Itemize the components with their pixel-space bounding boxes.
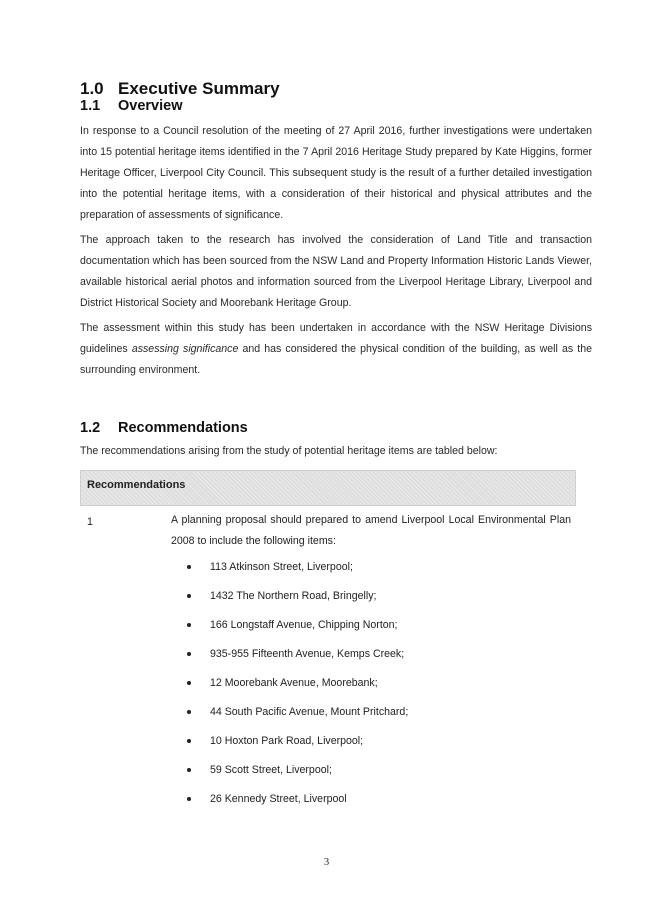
heading-text: Executive Summary [118, 79, 280, 98]
list-item-text: 113 Atkinson Street, Liverpool; [210, 561, 353, 573]
bullet-icon [187, 652, 191, 656]
list-item [185, 760, 408, 789]
bullet-icon [187, 594, 191, 598]
overview-paragraph-1: In response to a Council resolution of the meeting of 27 April 2016, further investigations were undertaken into 15 potential heritage items identified in the 7 April 2016 Heritage Study prepared by Kate Higgins, former Heritage Officer, Liverpool City Council. This subsequent study is the result of a further detailed investigation into the potential heritage items, with a consideration of their historical and physical attributes and the preparation of assessments of significance. [80, 125, 592, 221]
overview-heading [80, 98, 183, 114]
heading-number: 1.2 [80, 420, 101, 436]
page-number: 3 [323, 856, 330, 868]
bullet-icon [187, 681, 191, 685]
table-header-label: Recommendations [87, 479, 186, 491]
heading-number: 1.0 [80, 79, 104, 98]
list-item-text: 935-955 Fifteenth Avenue, Kemps Creek; [210, 648, 405, 660]
list-item-text: 1432 The Northern Road, Bringelly; [210, 590, 377, 602]
bullet-icon [187, 710, 191, 714]
recommendations-table-header [80, 470, 576, 506]
list-item [185, 586, 408, 615]
list-item-text: 26 Kennedy Street, Liverpool [210, 793, 347, 805]
list-item-text: 59 Scott Street, Liverpool; [210, 764, 332, 776]
recommendation-number: 1 [87, 516, 93, 528]
paragraph-text: The assessment within this study has been undertaken in accordance with the NSW Heritage Divisions guidelines [80, 322, 592, 355]
heading-number: 1.1 [80, 98, 101, 114]
heritage-items-list [185, 557, 408, 818]
heading-text: Overview [118, 98, 183, 114]
list-item-text: 166 Longstaff Avenue, Chipping Norton; [210, 619, 398, 631]
bullet-icon [187, 768, 191, 772]
bullet-icon [187, 623, 191, 627]
heading-text: Recommendations [118, 420, 248, 436]
bullet-icon [187, 739, 191, 743]
list-item [185, 644, 408, 673]
paragraph-text: and has considered the physical condition of the building, as well as the surrounding environment. [80, 343, 592, 376]
bullet-icon [187, 797, 191, 801]
list-item [185, 731, 408, 760]
bullet-icon [187, 565, 191, 569]
list-item [185, 702, 408, 731]
list-item-text: 44 South Pacific Avenue, Mount Pritchard; [210, 706, 409, 718]
list-item [185, 789, 408, 818]
recommendations-heading [80, 420, 248, 436]
list-item [185, 615, 408, 644]
list-item-text: 10 Hoxton Park Road, Liverpool; [210, 735, 364, 747]
list-item [185, 673, 408, 702]
executive-summary-heading [80, 79, 280, 99]
list-item [185, 557, 408, 586]
recommendation-text: A planning proposal should prepared to amend Liverpool Local Environmental Plan 2008 to include the following items: [171, 514, 571, 547]
paragraph-emphasis: assessing significance [131, 343, 239, 355]
overview-paragraph-3 [80, 318, 592, 381]
list-item-text: 12 Moorebank Avenue, Moorebank; [210, 677, 378, 689]
recommendations-intro: The recommendations arising from the study of potential heritage items are tabled below: [80, 445, 498, 457]
overview-paragraph-2: The approach taken to the research has involved the consideration of Land Title and transaction documentation which has been sourced from the NSW Land and Property Information Historic Lands Viewer, available historical aerial photos and information sourced from the Liverpool Heritage Library, Liverpool and District Historical Society and Moorebank Heritage Group. [80, 234, 592, 309]
